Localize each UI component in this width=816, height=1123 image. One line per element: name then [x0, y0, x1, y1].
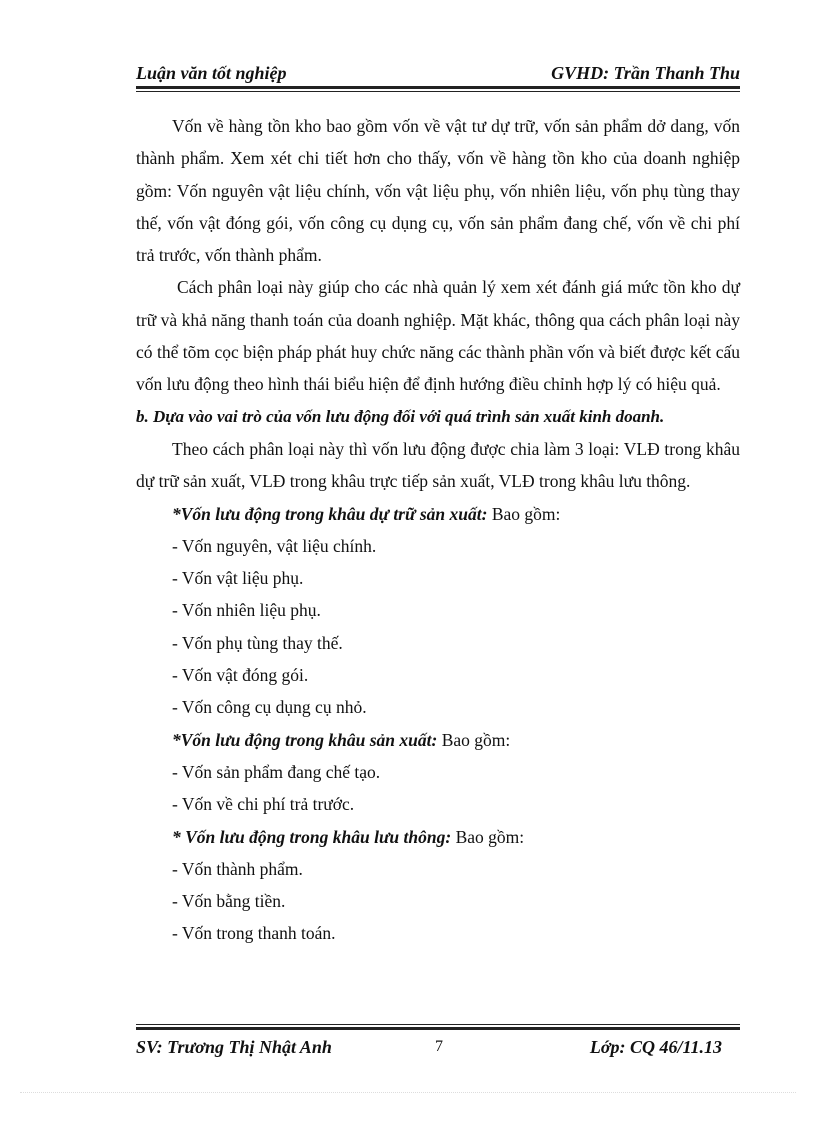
- subsection-title-text: *Vốn lưu động trong khâu dự trữ sản xuất:: [172, 503, 488, 524]
- list-item: - Vốn về chi phí trả trước.: [172, 794, 355, 815]
- list-item: - Vốn vật đóng gói.: [172, 665, 309, 686]
- list-item: - Vốn vật liệu phụ.: [172, 568, 304, 589]
- page-edge-divider: [20, 1092, 796, 1093]
- section-heading-b: b. Dựa vào vai trò của vốn lưu động đối với quá trình sản xuất kinh doanh.: [136, 406, 665, 426]
- footer-class: Lớp: CQ 46/11.13: [589, 1037, 722, 1057]
- paragraph-classification-intro: Theo cách phân loại này thì vốn lưu động được chia làm 3 loại: VLĐ trong khâu dự trữ sản xuất, VLĐ trong khâu trực tiếp sản xuất, VLĐ trong khâu lưu thông.: [136, 438, 740, 492]
- paragraph-classification-purpose: Cách phân loại này giúp cho các nhà quản lý xem xét đánh giá mức tồn kho dự trữ và khả năng thanh toán của doanh nghiệp. Mặt khác, thông qua cách phân loại này có thể tõm cọc biện pháp phát huy chức năng các thành phần vốn và biết được kết cấu vốn lưu động theo hình thái biểu hiện để định hướng điều chỉnh hợp lý có hiệu quả.: [136, 277, 740, 395]
- list-item: - Vốn công cụ dụng cụ nhỏ.: [172, 697, 367, 718]
- subsection-title-text: *Vốn lưu động trong khâu sản xuất:: [172, 729, 438, 750]
- subsection-title-text: * Vốn lưu động trong khâu lưu thông:: [172, 826, 452, 847]
- subsection-suffix: Bao gồm:: [451, 826, 525, 847]
- list-item: - Vốn bằng tiền.: [172, 891, 286, 912]
- subsection-suffix: Bao gồm:: [487, 503, 561, 524]
- header-thesis-title: Luận văn tốt nghiệp: [136, 63, 287, 83]
- paragraph-inventory-capital: Vốn về hàng tồn kho bao gồm vốn về vật tư dự trữ, vốn sản phẩm dở dang, vốn thành phẩm. Xem xét chi tiết hơn cho thấy, vốn về hàng tồn kho của doanh nghiệp gồm: Vốn nguyên vật liệu chính, vốn vật liệu phụ, vốn nhiên liệu, vốn phụ tùng thay thế, vốn vật đóng gói, vốn công cụ dụng cụ, vốn sản phẩm đang chế, vốn về chi phí trả trước, vốn thành phẩm.: [136, 116, 740, 266]
- footer-student-name: SV: Trương Thị Nhật Anh: [136, 1037, 332, 1057]
- page-footer: [136, 1036, 740, 1058]
- subsection-title-circulation: [136, 821, 740, 853]
- list-item: - Vốn phụ tùng thay thế.: [172, 632, 343, 653]
- list-item: - Vốn thành phẩm.: [172, 858, 303, 879]
- header-rule-thick: [136, 86, 740, 89]
- subsection-title-production: [136, 724, 740, 756]
- list-item: - Vốn trong thanh toán.: [172, 923, 336, 944]
- subsection-title-reserve: [136, 498, 740, 530]
- list-item: - Vốn nhiên liệu phụ.: [172, 600, 321, 621]
- page-number: 7: [435, 1038, 443, 1055]
- header-rule-thin: [136, 91, 740, 92]
- list-item: - Vốn sản phẩm đang chế tạo.: [172, 761, 381, 782]
- document-body: [136, 110, 740, 950]
- page-header: [136, 62, 740, 84]
- subsection-suffix: Bao gồm:: [437, 729, 511, 750]
- footer-rule-thin: [136, 1024, 740, 1025]
- list-item: - Vốn nguyên, vật liệu chính.: [172, 535, 377, 556]
- footer-rule-thick: [136, 1027, 740, 1030]
- header-advisor: GVHD: Trần Thanh Thu: [551, 63, 740, 83]
